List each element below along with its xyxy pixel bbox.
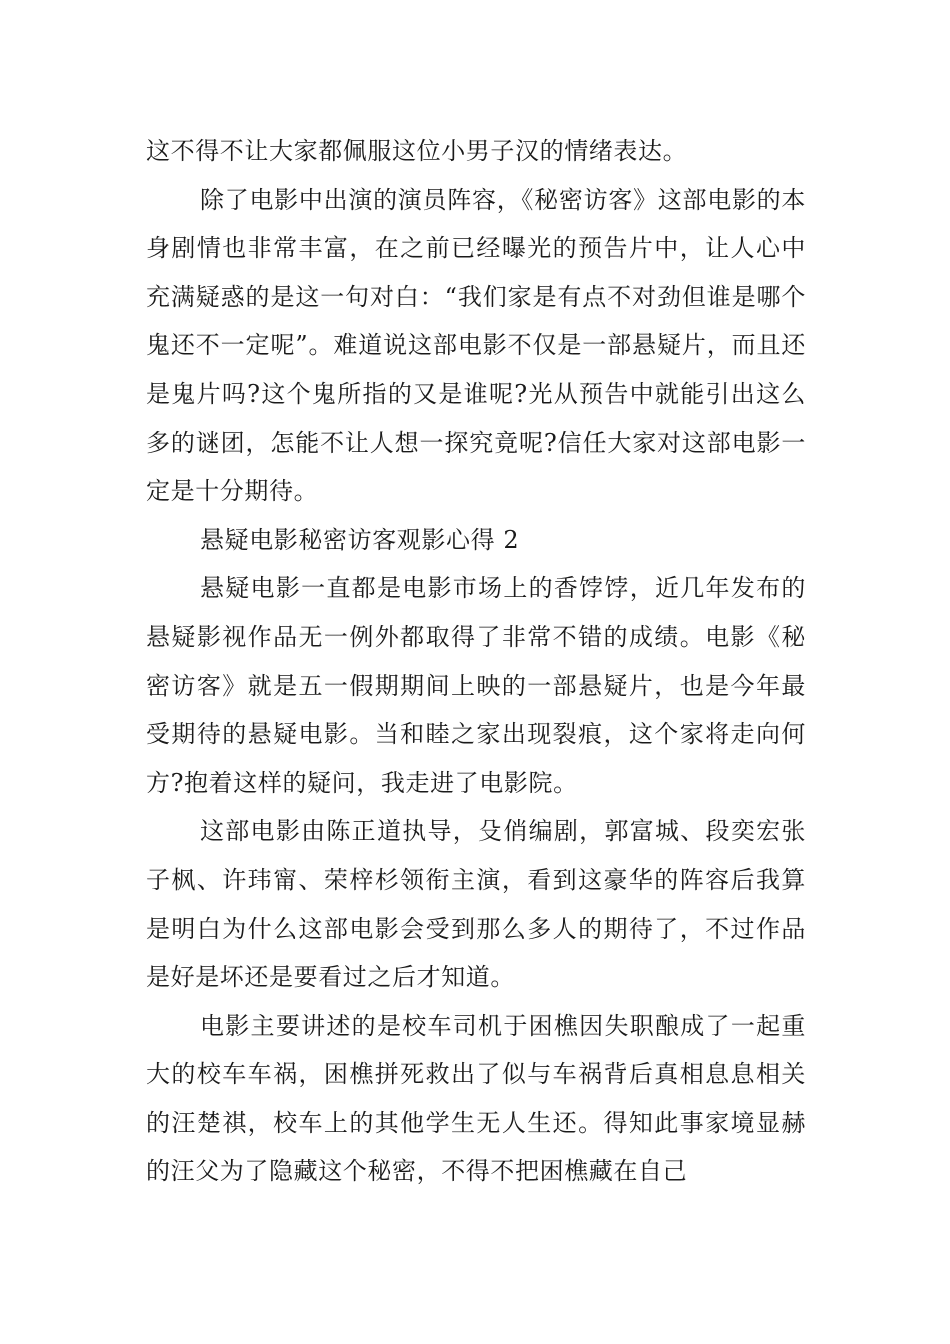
section-heading: 悬疑电影秘密访客观影心得 2 — [200, 525, 520, 554]
paragraph-cast: 这部电影由陈正道执导，殳俏编剧，郭富城、段奕宏张子枫、许玮甯、荣梓杉领衔主演，看到这豪华的阵容后我算是明白为什么这部电影会受到那么多人的期待了，不过作品是好是坏还是要看过之后才知道。 — [146, 817, 806, 992]
document-body — [146, 127, 806, 1196]
paragraph-plot: 电影主要讲述的是校车司机于困樵因失职酿成了一起重大的校车车祸，困樵拼死救出了似与车祸背后真相息息相关的汪楚祺，校车上的其他学生无人生还。得知此事家境显赫的汪父为了隐藏这个秘密，不得不把困樵藏在自己 — [146, 1011, 806, 1186]
paragraph-continuation: 这不得不让大家都佩服这位小男子汉的情绪表达。 — [146, 137, 688, 165]
paragraph-intro: 悬疑电影一直都是电影市场上的香饽饽，近几年发布的悬疑影视作品无一例外都取得了非常不错的成绩。电影《秘密访客》就是五一假期期间上映的一部悬疑片，也是今年最受期待的悬疑电影。当和睦之家出现裂痕，这个家将走向何方?抱着这样的疑问，我走进了电影院。 — [146, 574, 806, 797]
paragraph-trailer-dialogue: 除了电影中出演的演员阵容，《秘密访客》这部电影的本身剧情也非常丰富，在之前已经曝光的预告片中，让人心中充满疑惑的是这一句对白：“我们家是有点不对劲但谁是哪个鬼还不一定呢”。难道说这部电影不仅是一部悬疑片，而且还是鬼片吗?这个鬼所指的又是谁呢?光从预告中就能引出这么多的谜团，怎能不让人想一探究竟呢?信任大家对这部电影一定是十分期待。 — [146, 185, 806, 506]
